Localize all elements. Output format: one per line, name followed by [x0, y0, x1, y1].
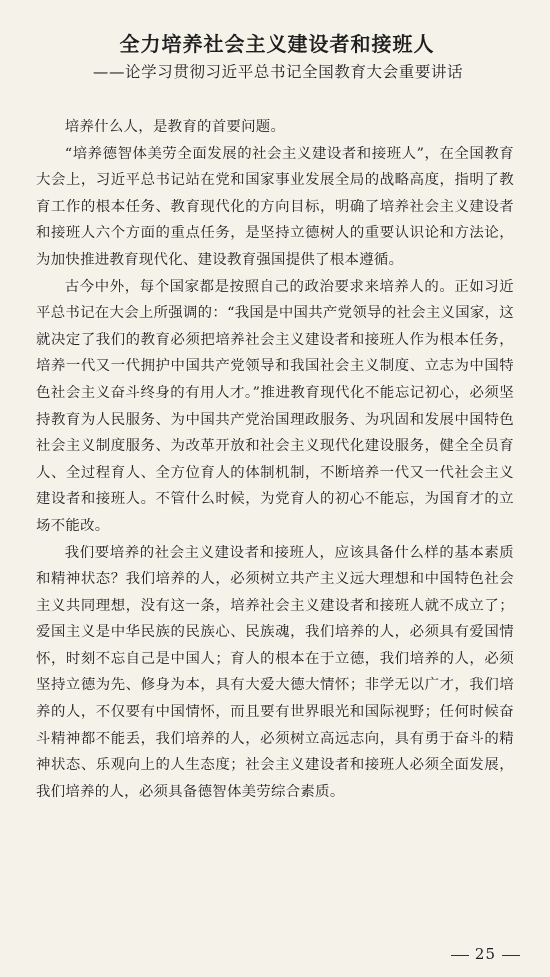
article	[36, 30, 514, 805]
page-footer	[445, 945, 526, 963]
footer-dash-right	[502, 955, 520, 956]
article-subtitle: ——论学习贯彻习近平总书记全国教育大会重要讲话	[92, 63, 464, 81]
paragraph-4: 我们要培养的社会主义建设者和接班人，应该具备什么样的基本素质和精神状态？我们培养的人，必须树立共产主义远大理想和中国特色社会主义共同理想，没有这一条，培养社会主义建设者和接班人就不成立了；爱国主义是中华民族的民族心、民族魂，我们培养的人，必须具有爱国情怀，时刻不忘自己是中国人；育人的根本在于立德，我们培养的人，必须坚持立德为先、修身为本，具有大爱大德大情怀；非学无以广才，我们培养的人，不仅要有中国情怀，而且要有世界眼光和国际视野；任何时候奋斗精神都不能丢，我们培养的人，必须树立高远志向，具有勇于奋斗的精神状态、乐观向上的人生态度；社会主义建设者和接班人必须全面发展，我们培养的人，必须具备德智体美劳综合素质。	[36, 544, 514, 800]
paragraph-3: 古今中外，每个国家都是按照自己的政治要求来培养人的。正如习近平总书记在大会上所强调的：“我国是中国共产党领导的社会主义国家，这就决定了我们的教育必须把培养社会主义建设者和接班人作为根本任务，培养一代又一代拥护中国共产党领导和我国社会主义制度、立志为中国特色社会主义奋斗终身的有用人才。”推进教育现代化不能忘记初心，必须坚持教育为人民服务、为中国共产党治国理政服务、为巩固和发展中国特色社会主义制度服务、为改革开放和社会主义现代化建设服务，健全全员育人、全过程育人、全方位育人的体制机制，不断培养一代又一代社会主义建设者和接班人。不管什么时候，为党育人的初心不能忘，为国育才的立场不能改。	[36, 278, 514, 534]
paragraph-1: 培养什么人，是教育的首要问题。	[64, 119, 286, 135]
page-number: 25	[474, 945, 496, 963]
article-body	[36, 114, 514, 805]
footer-dash-left	[451, 955, 469, 956]
article-title: 全力培养社会主义建设者和接班人	[119, 32, 435, 56]
paragraph-2: “培养德智体美劳全面发展的社会主义建设者和接班人”，在全国教育大会上，习近平总书记站在党和国家事业发展全局的战略高度，指明了教育工作的根本任务、教育现代化的方向目标，明确了培养社会主义建设者和接班人六个方面的重点任务，是坚持立德树人的重要认识论和方法论，为加快推进教育现代化、建设教育强国提供了根本遵循。	[36, 145, 514, 268]
